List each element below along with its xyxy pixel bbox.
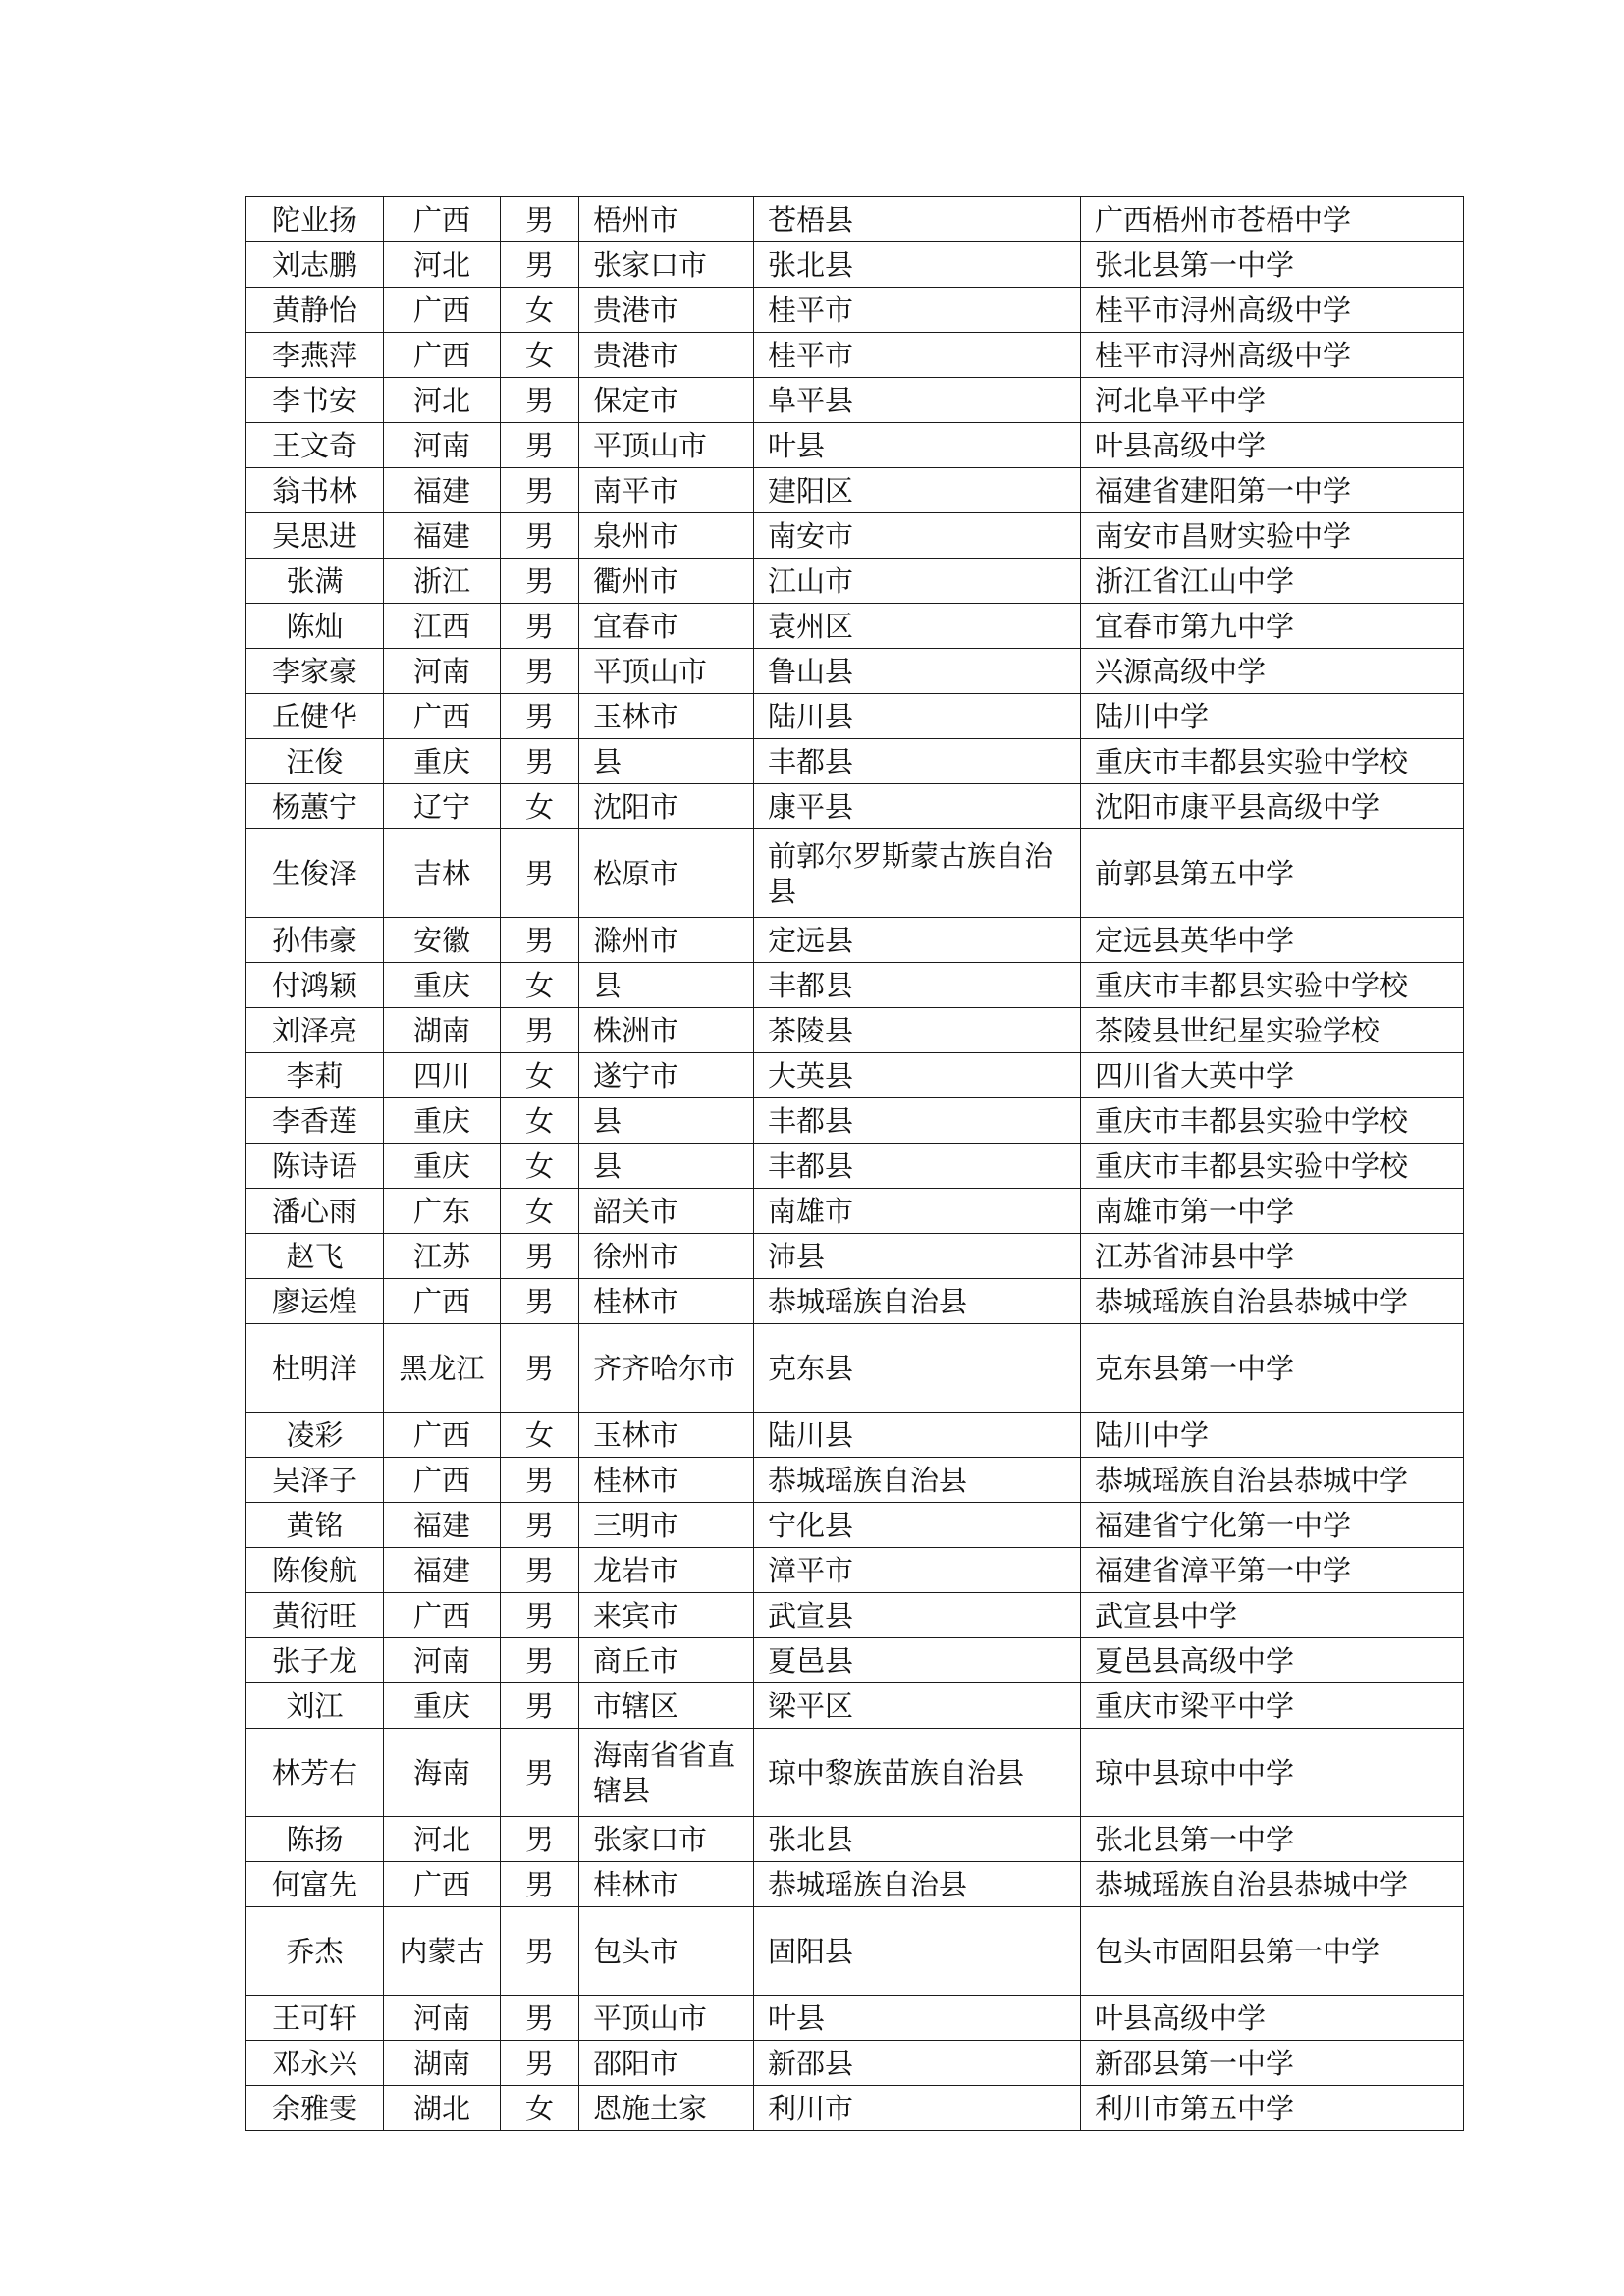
school-cell: 南安市昌财实验中学 xyxy=(1081,513,1464,559)
county-cell: 恭城瑶族自治县 xyxy=(754,1862,1081,1907)
province-cell: 河南 xyxy=(384,1638,501,1683)
name-cell: 陈灿 xyxy=(246,604,384,649)
gender-cell: 男 xyxy=(501,1907,579,1996)
city-cell: 来宾市 xyxy=(579,1593,754,1638)
school-cell: 新邵县第一中学 xyxy=(1081,2041,1464,2086)
school-cell: 河北阜平中学 xyxy=(1081,378,1464,423)
table-row xyxy=(246,1996,1464,2041)
gender-cell: 男 xyxy=(501,423,579,468)
province-cell: 广西 xyxy=(384,1458,501,1503)
school-cell: 浙江省江山中学 xyxy=(1081,559,1464,604)
province-cell: 浙江 xyxy=(384,559,501,604)
name-cell: 凌彩 xyxy=(246,1413,384,1458)
gender-cell: 女 xyxy=(501,1053,579,1098)
school-cell: 福建省宁化第一中学 xyxy=(1081,1503,1464,1548)
name-cell: 廖运煌 xyxy=(246,1279,384,1324)
name-cell: 余雅雯 xyxy=(246,2086,384,2131)
county-cell: 鲁山县 xyxy=(754,649,1081,694)
province-cell: 福建 xyxy=(384,1503,501,1548)
county-cell: 丰都县 xyxy=(754,1144,1081,1189)
province-cell: 吉林 xyxy=(384,829,501,918)
county-cell: 利川市 xyxy=(754,2086,1081,2131)
name-cell: 林芳右 xyxy=(246,1729,384,1817)
county-cell: 大英县 xyxy=(754,1053,1081,1098)
school-cell: 陆川中学 xyxy=(1081,1413,1464,1458)
table-row xyxy=(246,1008,1464,1053)
name-cell: 陈扬 xyxy=(246,1817,384,1862)
province-cell: 重庆 xyxy=(384,963,501,1008)
table-row xyxy=(246,739,1464,784)
gender-cell: 男 xyxy=(501,649,579,694)
name-cell: 孙伟豪 xyxy=(246,918,384,963)
county-cell: 丰都县 xyxy=(754,963,1081,1008)
school-cell: 江苏省沛县中学 xyxy=(1081,1234,1464,1279)
table-row xyxy=(246,1817,1464,1862)
county-cell: 前郭尔罗斯蒙古族自治县 xyxy=(754,829,1081,918)
name-cell: 刘志鹏 xyxy=(246,242,384,288)
gender-cell: 男 xyxy=(501,918,579,963)
table-row xyxy=(246,333,1464,378)
city-cell: 桂林市 xyxy=(579,1458,754,1503)
name-cell: 张子龙 xyxy=(246,1638,384,1683)
school-cell: 前郭县第五中学 xyxy=(1081,829,1464,918)
school-cell: 重庆市丰都县实验中学校 xyxy=(1081,739,1464,784)
gender-cell: 女 xyxy=(501,784,579,829)
county-cell: 叶县 xyxy=(754,423,1081,468)
county-cell: 宁化县 xyxy=(754,1503,1081,1548)
table-row xyxy=(246,1098,1464,1144)
table-row xyxy=(246,694,1464,739)
province-cell: 四川 xyxy=(384,1053,501,1098)
school-cell: 叶县高级中学 xyxy=(1081,423,1464,468)
city-cell: 梧州市 xyxy=(579,197,754,242)
city-cell: 桂林市 xyxy=(579,1862,754,1907)
table-row xyxy=(246,1234,1464,1279)
school-cell: 广西梧州市苍梧中学 xyxy=(1081,197,1464,242)
table-row xyxy=(246,468,1464,513)
name-cell: 王文奇 xyxy=(246,423,384,468)
province-cell: 内蒙古 xyxy=(384,1907,501,1996)
county-cell: 阜平县 xyxy=(754,378,1081,423)
province-cell: 河南 xyxy=(384,423,501,468)
gender-cell: 男 xyxy=(501,829,579,918)
school-cell: 恭城瑶族自治县恭城中学 xyxy=(1081,1862,1464,1907)
name-cell: 吴思进 xyxy=(246,513,384,559)
table-row xyxy=(246,559,1464,604)
table-row xyxy=(246,1053,1464,1098)
table-row xyxy=(246,513,1464,559)
province-cell: 广西 xyxy=(384,333,501,378)
name-cell: 黄衍旺 xyxy=(246,1593,384,1638)
county-cell: 南雄市 xyxy=(754,1189,1081,1234)
province-cell: 河南 xyxy=(384,1996,501,2041)
city-cell: 包头市 xyxy=(579,1907,754,1996)
province-cell: 河北 xyxy=(384,378,501,423)
county-cell: 叶县 xyxy=(754,1996,1081,2041)
table-row xyxy=(246,1729,1464,1817)
name-cell: 陈俊航 xyxy=(246,1548,384,1593)
school-cell: 茶陵县世纪星实验学校 xyxy=(1081,1008,1464,1053)
gender-cell: 女 xyxy=(501,963,579,1008)
name-cell: 王可轩 xyxy=(246,1996,384,2041)
name-cell: 丘健华 xyxy=(246,694,384,739)
county-cell: 梁平区 xyxy=(754,1683,1081,1729)
province-cell: 江西 xyxy=(384,604,501,649)
gender-cell: 男 xyxy=(501,1503,579,1548)
county-cell: 固阳县 xyxy=(754,1907,1081,1996)
city-cell: 市辖区 xyxy=(579,1683,754,1729)
city-cell: 滁州市 xyxy=(579,918,754,963)
gender-cell: 女 xyxy=(501,1413,579,1458)
province-cell: 重庆 xyxy=(384,739,501,784)
county-cell: 夏邑县 xyxy=(754,1638,1081,1683)
province-cell: 广西 xyxy=(384,288,501,333)
table-row xyxy=(246,1324,1464,1413)
school-cell: 兴源高级中学 xyxy=(1081,649,1464,694)
province-cell: 湖南 xyxy=(384,1008,501,1053)
gender-cell: 女 xyxy=(501,1189,579,1234)
city-cell: 县 xyxy=(579,1144,754,1189)
county-cell: 丰都县 xyxy=(754,739,1081,784)
school-cell: 沈阳市康平县高级中学 xyxy=(1081,784,1464,829)
school-cell: 四川省大英中学 xyxy=(1081,1053,1464,1098)
county-cell: 克东县 xyxy=(754,1324,1081,1413)
school-cell: 南雄市第一中学 xyxy=(1081,1189,1464,1234)
gender-cell: 女 xyxy=(501,333,579,378)
name-cell: 李书安 xyxy=(246,378,384,423)
gender-cell: 男 xyxy=(501,1638,579,1683)
gender-cell: 男 xyxy=(501,1996,579,2041)
school-cell: 陆川中学 xyxy=(1081,694,1464,739)
city-cell: 齐齐哈尔市 xyxy=(579,1324,754,1413)
city-cell: 衢州市 xyxy=(579,559,754,604)
gender-cell: 女 xyxy=(501,288,579,333)
gender-cell: 男 xyxy=(501,1234,579,1279)
gender-cell: 男 xyxy=(501,242,579,288)
province-cell: 广西 xyxy=(384,1279,501,1324)
gender-cell: 男 xyxy=(501,1683,579,1729)
city-cell: 松原市 xyxy=(579,829,754,918)
school-cell: 利川市第五中学 xyxy=(1081,2086,1464,2131)
city-cell: 南平市 xyxy=(579,468,754,513)
province-cell: 安徽 xyxy=(384,918,501,963)
name-cell: 黄静怡 xyxy=(246,288,384,333)
province-cell: 广西 xyxy=(384,1413,501,1458)
table-row xyxy=(246,784,1464,829)
table-row xyxy=(246,423,1464,468)
table-row xyxy=(246,1144,1464,1189)
province-cell: 重庆 xyxy=(384,1098,501,1144)
table-row xyxy=(246,197,1464,242)
province-cell: 重庆 xyxy=(384,1683,501,1729)
province-cell: 河南 xyxy=(384,649,501,694)
gender-cell: 男 xyxy=(501,1548,579,1593)
name-cell: 李燕萍 xyxy=(246,333,384,378)
name-cell: 黄铭 xyxy=(246,1503,384,1548)
name-cell: 陀业扬 xyxy=(246,197,384,242)
county-cell: 张北县 xyxy=(754,1817,1081,1862)
school-cell: 桂平市浔州高级中学 xyxy=(1081,288,1464,333)
name-cell: 李家豪 xyxy=(246,649,384,694)
county-cell: 苍梧县 xyxy=(754,197,1081,242)
province-cell: 黑龙江 xyxy=(384,1324,501,1413)
county-cell: 漳平市 xyxy=(754,1548,1081,1593)
table-row xyxy=(246,2041,1464,2086)
county-cell: 沛县 xyxy=(754,1234,1081,1279)
province-cell: 福建 xyxy=(384,513,501,559)
province-cell: 湖北 xyxy=(384,2086,501,2131)
county-cell: 桂平市 xyxy=(754,288,1081,333)
school-cell: 恭城瑶族自治县恭城中学 xyxy=(1081,1458,1464,1503)
city-cell: 平顶山市 xyxy=(579,1996,754,2041)
name-cell: 潘心雨 xyxy=(246,1189,384,1234)
name-cell: 乔杰 xyxy=(246,1907,384,1996)
table-row xyxy=(246,918,1464,963)
city-cell: 平顶山市 xyxy=(579,649,754,694)
city-cell: 张家口市 xyxy=(579,242,754,288)
province-cell: 辽宁 xyxy=(384,784,501,829)
name-cell: 刘泽亮 xyxy=(246,1008,384,1053)
name-cell: 吴泽子 xyxy=(246,1458,384,1503)
county-cell: 张北县 xyxy=(754,242,1081,288)
province-cell: 重庆 xyxy=(384,1144,501,1189)
city-cell: 恩施土家 xyxy=(579,2086,754,2131)
city-cell: 泉州市 xyxy=(579,513,754,559)
school-cell: 福建省建阳第一中学 xyxy=(1081,468,1464,513)
name-cell: 生俊泽 xyxy=(246,829,384,918)
gender-cell: 男 xyxy=(501,2041,579,2086)
table-row xyxy=(246,2086,1464,2131)
table-row xyxy=(246,242,1464,288)
city-cell: 邵阳市 xyxy=(579,2041,754,2086)
school-cell: 重庆市丰都县实验中学校 xyxy=(1081,1144,1464,1189)
city-cell: 县 xyxy=(579,1098,754,1144)
table-row xyxy=(246,1593,1464,1638)
table-row xyxy=(246,1279,1464,1324)
school-cell: 重庆市梁平中学 xyxy=(1081,1683,1464,1729)
school-cell: 重庆市丰都县实验中学校 xyxy=(1081,963,1464,1008)
province-cell: 广东 xyxy=(384,1189,501,1234)
city-cell: 县 xyxy=(579,739,754,784)
table-row xyxy=(246,604,1464,649)
table-row xyxy=(246,1503,1464,1548)
gender-cell: 女 xyxy=(501,1098,579,1144)
table-row xyxy=(246,1638,1464,1683)
county-cell: 建阳区 xyxy=(754,468,1081,513)
gender-cell: 女 xyxy=(501,1144,579,1189)
county-cell: 新邵县 xyxy=(754,2041,1081,2086)
province-cell: 河北 xyxy=(384,242,501,288)
name-cell: 付鸿颖 xyxy=(246,963,384,1008)
county-cell: 恭城瑶族自治县 xyxy=(754,1458,1081,1503)
gender-cell: 男 xyxy=(501,1729,579,1817)
name-cell: 刘江 xyxy=(246,1683,384,1729)
county-cell: 陆川县 xyxy=(754,1413,1081,1458)
gender-cell: 男 xyxy=(501,1008,579,1053)
province-cell: 广西 xyxy=(384,197,501,242)
city-cell: 张家口市 xyxy=(579,1817,754,1862)
table-row xyxy=(246,1189,1464,1234)
city-cell: 商丘市 xyxy=(579,1638,754,1683)
table-row xyxy=(246,963,1464,1008)
province-cell: 广西 xyxy=(384,1593,501,1638)
city-cell: 玉林市 xyxy=(579,1413,754,1458)
province-cell: 海南 xyxy=(384,1729,501,1817)
table-row xyxy=(246,649,1464,694)
gender-cell: 男 xyxy=(501,1817,579,1862)
table-row xyxy=(246,378,1464,423)
school-cell: 重庆市丰都县实验中学校 xyxy=(1081,1098,1464,1144)
school-cell: 张北县第一中学 xyxy=(1081,1817,1464,1862)
county-cell: 桂平市 xyxy=(754,333,1081,378)
school-cell: 张北县第一中学 xyxy=(1081,242,1464,288)
school-cell: 夏邑县高级中学 xyxy=(1081,1638,1464,1683)
county-cell: 茶陵县 xyxy=(754,1008,1081,1053)
gender-cell: 男 xyxy=(501,1593,579,1638)
gender-cell: 男 xyxy=(501,604,579,649)
gender-cell: 男 xyxy=(501,559,579,604)
city-cell: 海南省省直辖县 xyxy=(579,1729,754,1817)
county-cell: 江山市 xyxy=(754,559,1081,604)
student-table-body xyxy=(246,197,1464,2131)
name-cell: 杨蕙宁 xyxy=(246,784,384,829)
province-cell: 江苏 xyxy=(384,1234,501,1279)
table-row xyxy=(246,1862,1464,1907)
gender-cell: 男 xyxy=(501,1862,579,1907)
school-cell: 克东县第一中学 xyxy=(1081,1324,1464,1413)
table-row xyxy=(246,1683,1464,1729)
gender-cell: 男 xyxy=(501,468,579,513)
school-cell: 恭城瑶族自治县恭城中学 xyxy=(1081,1279,1464,1324)
table-row xyxy=(246,1907,1464,1996)
province-cell: 湖南 xyxy=(384,2041,501,2086)
city-cell: 宜春市 xyxy=(579,604,754,649)
school-cell: 桂平市浔州高级中学 xyxy=(1081,333,1464,378)
city-cell: 沈阳市 xyxy=(579,784,754,829)
name-cell: 赵飞 xyxy=(246,1234,384,1279)
province-cell: 广西 xyxy=(384,1862,501,1907)
county-cell: 丰都县 xyxy=(754,1098,1081,1144)
name-cell: 李香莲 xyxy=(246,1098,384,1144)
name-cell: 翁书林 xyxy=(246,468,384,513)
table-row xyxy=(246,1548,1464,1593)
gender-cell: 男 xyxy=(501,513,579,559)
gender-cell: 男 xyxy=(501,694,579,739)
name-cell: 陈诗语 xyxy=(246,1144,384,1189)
gender-cell: 男 xyxy=(501,1279,579,1324)
school-cell: 包头市固阳县第一中学 xyxy=(1081,1907,1464,1996)
table-row xyxy=(246,1413,1464,1458)
table-row xyxy=(246,288,1464,333)
student-table xyxy=(245,196,1464,2131)
name-cell: 邓永兴 xyxy=(246,2041,384,2086)
name-cell: 李莉 xyxy=(246,1053,384,1098)
province-cell: 福建 xyxy=(384,1548,501,1593)
city-cell: 株洲市 xyxy=(579,1008,754,1053)
gender-cell: 男 xyxy=(501,1324,579,1413)
school-cell: 定远县英华中学 xyxy=(1081,918,1464,963)
county-cell: 恭城瑶族自治县 xyxy=(754,1279,1081,1324)
city-cell: 玉林市 xyxy=(579,694,754,739)
table-row xyxy=(246,1458,1464,1503)
city-cell: 桂林市 xyxy=(579,1279,754,1324)
table-row xyxy=(246,829,1464,918)
name-cell: 杜明洋 xyxy=(246,1324,384,1413)
school-cell: 叶县高级中学 xyxy=(1081,1996,1464,2041)
province-cell: 广西 xyxy=(384,694,501,739)
county-cell: 袁州区 xyxy=(754,604,1081,649)
province-cell: 河北 xyxy=(384,1817,501,1862)
school-cell: 武宣县中学 xyxy=(1081,1593,1464,1638)
city-cell: 三明市 xyxy=(579,1503,754,1548)
county-cell: 康平县 xyxy=(754,784,1081,829)
school-cell: 琼中县琼中中学 xyxy=(1081,1729,1464,1817)
city-cell: 贵港市 xyxy=(579,333,754,378)
city-cell: 保定市 xyxy=(579,378,754,423)
county-cell: 武宣县 xyxy=(754,1593,1081,1638)
city-cell: 韶关市 xyxy=(579,1189,754,1234)
gender-cell: 男 xyxy=(501,197,579,242)
gender-cell: 男 xyxy=(501,739,579,784)
school-cell: 宜春市第九中学 xyxy=(1081,604,1464,649)
name-cell: 汪俊 xyxy=(246,739,384,784)
city-cell: 徐州市 xyxy=(579,1234,754,1279)
city-cell: 平顶山市 xyxy=(579,423,754,468)
school-cell: 福建省漳平第一中学 xyxy=(1081,1548,1464,1593)
name-cell: 张满 xyxy=(246,559,384,604)
county-cell: 南安市 xyxy=(754,513,1081,559)
gender-cell: 女 xyxy=(501,2086,579,2131)
county-cell: 琼中黎族苗族自治县 xyxy=(754,1729,1081,1817)
name-cell: 何富先 xyxy=(246,1862,384,1907)
city-cell: 县 xyxy=(579,963,754,1008)
city-cell: 龙岩市 xyxy=(579,1548,754,1593)
gender-cell: 男 xyxy=(501,378,579,423)
province-cell: 福建 xyxy=(384,468,501,513)
city-cell: 遂宁市 xyxy=(579,1053,754,1098)
county-cell: 陆川县 xyxy=(754,694,1081,739)
county-cell: 定远县 xyxy=(754,918,1081,963)
city-cell: 贵港市 xyxy=(579,288,754,333)
gender-cell: 男 xyxy=(501,1458,579,1503)
